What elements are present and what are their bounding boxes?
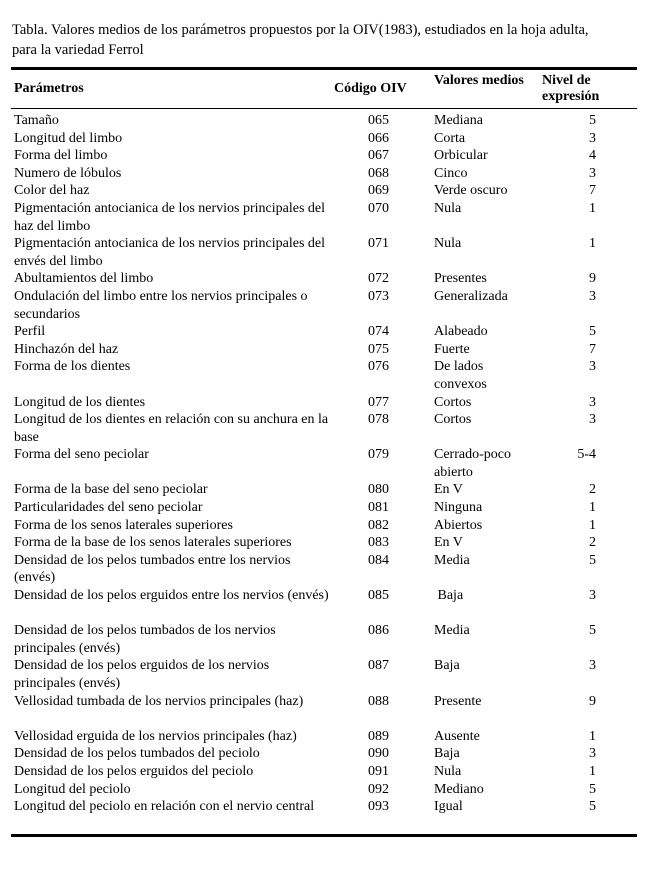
cell-valor: Fuerte [434,341,470,357]
table-row [0,323,648,341]
cell-valor: Cortos [434,412,472,428]
table-body [0,112,648,833]
cell-codigo: 069 [368,183,389,199]
cell-parametro: Longitud de los dientes en relación con su anchura en la base [14,412,329,445]
cell-nivel: 5 [589,799,596,815]
cell-nivel: 9 [589,693,596,709]
cell-valor: Cinco [434,165,468,181]
cell-valor: En V [434,535,463,551]
cell-valor: Igual [434,799,463,815]
cell-codigo: 093 [368,799,389,815]
table-row [0,763,648,781]
cell-codigo: 092 [368,781,389,797]
table-row [0,745,648,763]
cell-codigo: 086 [368,623,389,639]
cell-codigo: 075 [368,341,389,357]
cell-valor: Alabeado [434,324,488,340]
cell-codigo: 070 [368,200,389,216]
cell-nivel: 3 [589,394,596,410]
table-row [0,587,648,622]
cell-valor: Nula [434,763,462,779]
cell-parametro: Forma de los senos laterales superiores [14,517,233,533]
cell-valor: Presente [434,693,482,709]
cell-codigo: 077 [368,394,389,410]
cell-parametro: Densidad de los pelos tumbados del peciolo [14,746,260,762]
cell-codigo: 073 [368,288,389,304]
cell-valor: Media [434,552,470,568]
table-row [0,534,648,552]
cell-parametro: Forma del limbo [14,148,108,164]
cell-valor: Ausente [434,728,480,744]
cell-nivel: 4 [589,148,596,164]
cell-codigo: 090 [368,746,389,762]
cell-codigo: 091 [368,763,389,779]
cell-nivel: 1 [589,728,596,744]
table-row [0,481,648,499]
cell-parametro: Forma de la base de los senos laterales superiores [14,535,292,551]
cell-valor: Cortos [434,394,472,410]
cell-codigo: 081 [368,500,389,516]
cell-codigo: 084 [368,552,389,568]
cell-valor: Media [434,623,470,639]
cell-codigo: 088 [368,693,389,709]
cell-nivel: 1 [589,500,596,516]
cell-nivel: 1 [589,763,596,779]
table-row [0,394,648,412]
table-top-rule [11,67,637,70]
table-row [0,517,648,535]
cell-nivel: 3 [589,165,596,181]
cell-valor: Presentes [434,271,487,287]
cell-codigo: 072 [368,271,389,287]
table-row [0,165,648,183]
table-bottom-rule [11,834,637,837]
cell-nivel: 3 [589,746,596,762]
cell-valor: Orbicular [434,148,488,164]
cell-nivel: 1 [589,236,596,252]
table-row [0,147,648,165]
table-row [0,499,648,517]
table-row [0,341,648,359]
table-row [0,288,648,323]
table-row [0,112,648,130]
header-parametros: Parámetros [14,81,84,96]
table-header-rule [11,108,637,109]
cell-nivel: 5 [589,324,596,340]
cell-codigo: 079 [368,447,389,463]
cell-parametro: Densidad de los pelos tumbados de los nervios principales (envés) [14,623,276,656]
table-row [0,622,648,657]
cell-valor: Generalizada [434,288,508,304]
cell-parametro: Densidad de los pelos erguidos entre los nervios (envés) [14,588,329,604]
cell-parametro: Perfil [14,324,46,340]
table-row [0,552,648,587]
cell-valor: Mediana [434,113,483,128]
table-row [0,235,648,270]
cell-nivel: 3 [589,130,596,146]
table-row [0,270,648,288]
cell-parametro: Abultamientos del limbo [14,271,154,287]
cell-parametro: Pigmentación antocianica de los nervios principales del haz del limbo [14,200,326,234]
cell-valor: Abiertos [434,517,483,533]
cell-valor: Baja [434,588,464,604]
cell-codigo: 066 [368,130,389,146]
cell-parametro: Vellosidad erguida de los nervios principales (haz) [14,728,297,744]
cell-valor: Corta [434,130,466,146]
cell-parametro: Densidad de los pelos erguidos del peciolo [14,763,254,779]
table-row [0,693,648,728]
cell-parametro: Longitud de los dientes [14,394,146,410]
table-row [0,182,648,200]
cell-parametro: Forma de los dientes [14,359,131,375]
cell-parametro: Vellosidad tumbada de los nervios principales (haz) [14,693,304,709]
cell-codigo: 078 [368,412,389,428]
cell-nivel: 1 [589,200,596,216]
cell-parametro: Pigmentación antocianica de los nervios principales del envés del limbo [14,236,326,269]
table-row [0,200,648,235]
header-valores-medios: Valores medios [434,73,524,88]
cell-valor: De lados convexos [434,359,487,392]
cell-parametro: Longitud del peciolo en relación con el nervio central [14,799,315,815]
cell-parametro: Numero de lóbulos [14,165,122,181]
cell-parametro: Longitud del limbo [14,130,123,146]
cell-valor: Baja [434,658,460,674]
cell-parametro: Forma de la base del seno peciolar [14,482,208,498]
cell-codigo: 082 [368,517,389,533]
cell-nivel: 3 [589,288,596,304]
cell-codigo: 080 [368,482,389,498]
cell-nivel: 3 [589,412,596,428]
table-row [0,358,648,393]
cell-nivel: 9 [589,271,596,287]
table-row [0,411,648,446]
header-nivel-expresion: Nivel de expresión [542,73,600,104]
cell-valor: Baja [434,746,460,762]
cell-valor: Ninguna [434,500,483,516]
cell-nivel: 3 [589,588,596,604]
table-row [0,781,648,799]
table-row [0,657,648,692]
cell-parametro: Densidad de los pelos erguidos de los nervios principales (envés) [14,658,270,691]
cell-valor: En V [434,482,463,498]
table-row [0,130,648,148]
table-caption: Tabla. Valores medios de los parámetros propuestos por la OIV(1983), estudiados en la hoja adulta, para la variedad Ferrol [12,22,589,58]
cell-parametro: Particularidades del seno peciolar [14,500,203,516]
header-codigo-oiv: Código OIV [334,81,407,96]
cell-codigo: 089 [368,728,389,744]
cell-valor: Mediano [434,781,484,797]
cell-codigo: 085 [368,588,389,604]
cell-parametro: Ondulación del limbo entre los nervios principales o secundarios [14,288,308,322]
cell-codigo: 083 [368,535,389,551]
cell-nivel: 5 [589,623,596,639]
cell-nivel: 3 [589,658,596,674]
cell-codigo: 065 [368,113,389,128]
table-row [0,728,648,746]
cell-nivel: 5 [589,113,596,128]
table-row [0,446,648,481]
cell-valor: Nula [434,200,462,216]
cell-parametro: Densidad de los pelos tumbados entre los nervios (envés) [14,552,291,586]
cell-nivel: 3 [589,359,596,375]
cell-codigo: 076 [368,359,389,375]
cell-codigo: 068 [368,165,389,181]
cell-codigo: 071 [368,236,389,252]
cell-nivel: 7 [589,183,596,199]
cell-parametro: Hinchazón del haz [14,341,119,357]
cell-nivel: 2 [589,535,596,551]
cell-parametro: Color del haz [14,183,90,199]
cell-nivel: 5-4 [577,447,596,463]
cell-valor: Verde oscuro [434,183,508,199]
cell-parametro: Forma del seno peciolar [14,447,149,463]
cell-parametro: Tamaño [14,113,59,128]
table-row [0,798,648,833]
cell-parametro: Longitud del peciolo [14,781,131,797]
cell-nivel: 5 [589,552,596,568]
cell-codigo: 074 [368,324,389,340]
cell-valor: Nula [434,236,462,252]
cell-nivel: 5 [589,781,596,797]
cell-codigo: 067 [368,148,389,164]
cell-nivel: 7 [589,341,596,357]
cell-nivel: 2 [589,482,596,498]
cell-valor: Cerrado-poco abierto [434,447,515,480]
cell-nivel: 1 [589,517,596,533]
cell-codigo: 087 [368,658,389,674]
